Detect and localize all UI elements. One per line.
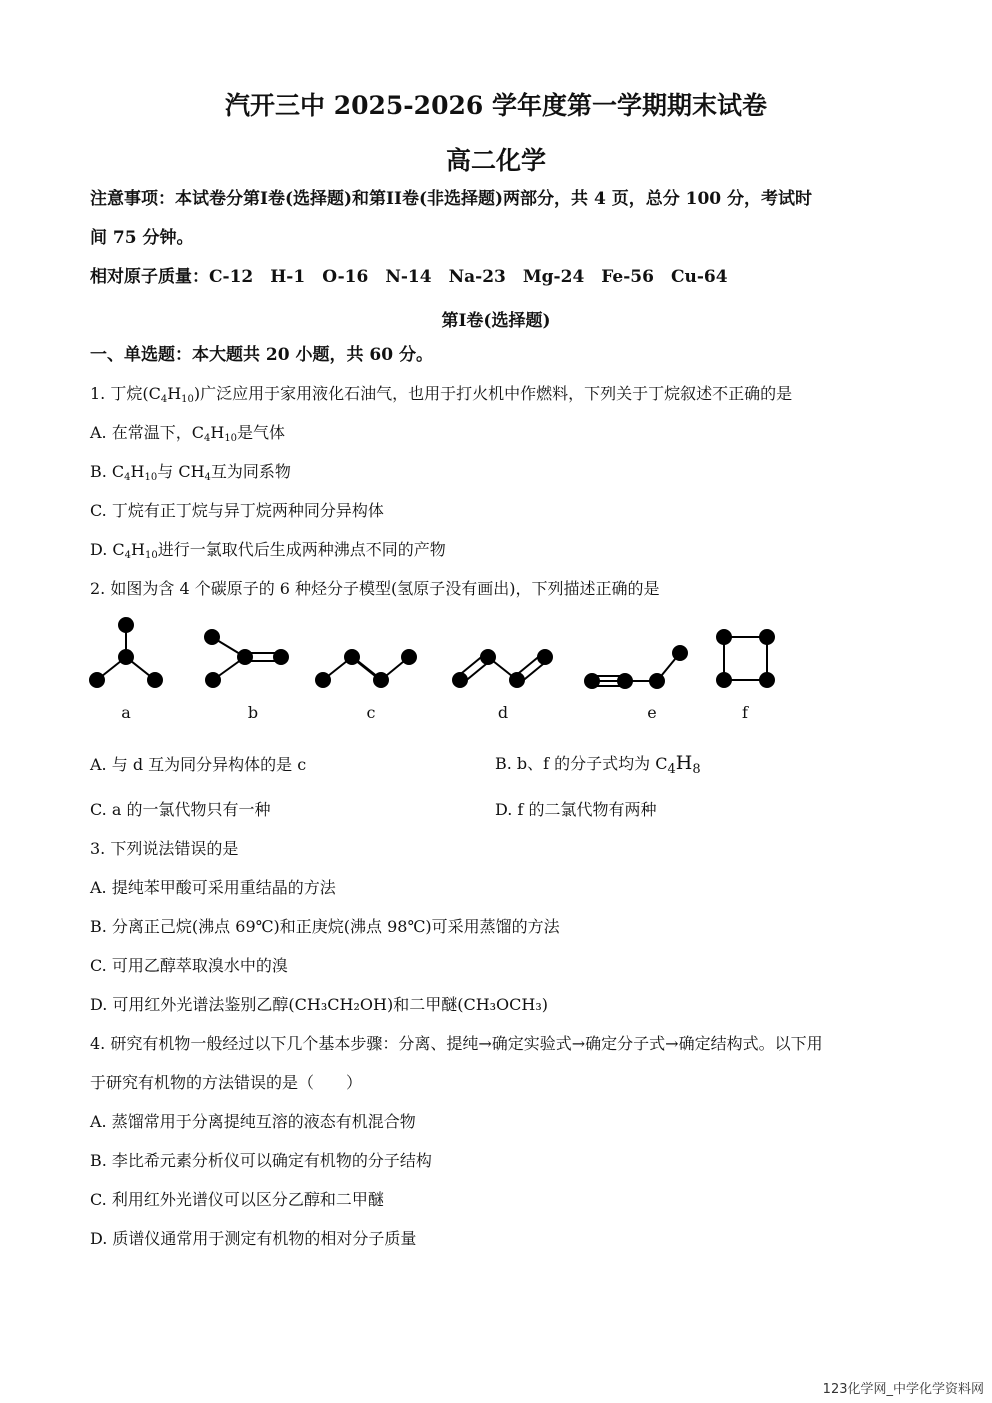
q4-option-b: B. 李比希元素分析仪可以确定有机物的分子结构 (90, 1151, 432, 1170)
notice-line-1: 注意事项：本试卷分第I卷(选择题)和第II卷(非选择题)两部分，共 4 页，总分 100 分，考试时 (90, 189, 813, 209)
q2-option-d: D. f 的二氯代物有两种 (495, 800, 657, 819)
section-heading: 一、单选题：本大题共 20 小题，共 60 分。 (90, 345, 433, 365)
q4-option-c: C. 利用红外光谱仪可以区分乙醇和二甲醚 (90, 1190, 384, 1209)
q3-option-a: A. 提纯苯甲酸可采用重结晶的方法 (90, 878, 336, 897)
q1-option-a: A. 在常温下，$C_4H_{10}$是气体 (90, 423, 286, 444)
molecule-label-f: f (742, 703, 748, 722)
molecule-label-d: d (497, 703, 509, 722)
q3-option-c: C. 可用乙醇萃取溴水中的溴 (90, 956, 288, 975)
q2-stem: 2. 如图为含 4 个碳原子的 6 种烃分子模型(氢原子没有画出)，下列描述正确的是 (90, 579, 660, 598)
q2-option-b: B. b、f 的分子式均为 $C_4H_8$ (495, 752, 701, 777)
atomic-masses: 相对原子质量：C-12 H-1 O-16 N-14 Na-23 Mg-24 Fe-56 Cu-64 (90, 267, 728, 287)
q1-stem: 1. 丁烷$(C_4H_{10})$广泛应用于家用液化石油气，也用于打火机中作燃料，下列关于丁烷叙述不正确的是 (90, 384, 793, 405)
molecule-label-b: b (247, 703, 259, 722)
molecule-label-c: c (366, 703, 376, 722)
molecule-e (585, 646, 687, 688)
molecule-c (316, 650, 416, 687)
section-title: 第I卷(选择题) (441, 311, 551, 331)
q4-option-d: D. 质谱仪通常用于测定有机物的相对分子质量 (90, 1229, 417, 1248)
q4-option-a: A. 蒸馏常用于分离提纯互溶的液态有机混合物 (90, 1112, 416, 1131)
molecule-b (205, 630, 288, 687)
q4-stem-line-2: 于研究有机物的方法错误的是（ ） (90, 1073, 363, 1092)
exam-title: 汽开三中 2025-2026 学年度第一学期期末试卷 (225, 91, 767, 120)
molecule-f (717, 630, 774, 687)
q1-option-c: C. 丁烷有正丁烷与异丁烷两种同分异构体 (90, 501, 384, 520)
molecule-d (453, 650, 552, 687)
footer-watermark: 123化学网_中学化学资料网 (822, 1382, 984, 1397)
q1-option-d: D. $C_4H_{10}$进行一氯取代后生成两种沸点不同的产物 (90, 540, 446, 561)
q3-stem: 3. 下列说法错误的是 (90, 839, 239, 858)
q2-option-c: C. a 的一氯代物只有一种 (90, 800, 271, 819)
exam-subject: 高二化学 (445, 146, 546, 175)
molecule-label-a: a (121, 703, 131, 722)
notice-line-2: 间 75 分钟。 (90, 228, 194, 248)
molecule-label-e: e (647, 703, 657, 722)
q3-option-b: B. 分离正己烷(沸点 69℃)和正庚烷(沸点 98℃)可采用蒸馏的方法 (90, 917, 560, 936)
q4-stem-line-1: 4. 研究有机物一般经过以下几个基本步骤：分离、提纯→确定实验式→确定分子式→确定结构式。以下用 (90, 1034, 823, 1053)
q1-option-b: B. $C_4H_{10}$与 $CH_4$互为同系物 (90, 462, 291, 483)
q2-option-a: A. 与 d 互为同分异构体的是 c (90, 755, 307, 774)
molecule-a (90, 618, 162, 687)
q3-option-d: D. 可用红外光谱法鉴别乙醇(CH₃CH₂OH)和二甲醚(CH₃OCH₃) (90, 995, 549, 1014)
